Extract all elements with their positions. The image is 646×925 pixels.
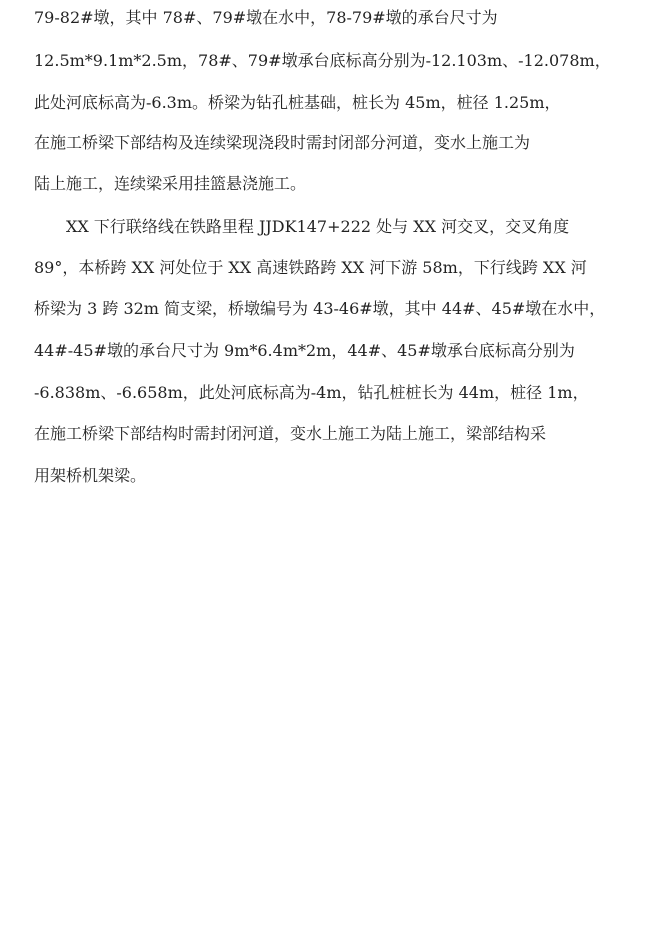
paragraph-2-line-4: 44#-45#墩的承台尺寸为 9m*6.4m*2m，44#、45#墩承台底标高分别为 bbox=[34, 341, 575, 360]
paragraph-2-line-7: 用架桥机架梁。 bbox=[34, 466, 147, 485]
paragraph-1-line-3: 此处河底标高为-6.3m。桥梁为钻孔桩基础，桩长为 45m，桩径 1.25m， bbox=[34, 93, 561, 112]
paragraph-2-line-1: XX 下行联络线在铁路里程 JJDK147+222 处与 XX 河交叉，交叉角度 bbox=[66, 217, 570, 236]
paragraph-2-line-3: 桥梁为 3 跨 32m 简支梁，桥墩编号为 43-46#墩，其中 44#、45#墩在水中， bbox=[34, 299, 606, 318]
paragraph-1-line-5: 陆上施工，连续梁采用挂篮悬浇施工。 bbox=[34, 174, 307, 193]
paragraph-2-line-5: -6.838m、-6.658m，此处河底标高为-4m，钻孔桩桩长为 44m，桩径 1m， bbox=[34, 383, 589, 402]
paragraph-1-line-4: 在施工桥梁下部结构及连续梁现浇段时需封闭部分河道，变水上施工为 bbox=[34, 133, 531, 152]
paragraph-2-line-6: 在施工桥梁下部结构时需封闭河道，变水上施工为陆上施工，梁部结构采 bbox=[34, 424, 547, 443]
paragraph-1-line-2: 12.5m*9.1m*2.5m，78#、79#墩承台底标高分别为-12.103m、-12.078m， bbox=[34, 51, 611, 70]
paragraph-1-line-1: 79-82#墩，其中 78#、79#墩在水中，78-79#墩的承台尺寸为 bbox=[34, 8, 498, 27]
paragraph-2-line-2: 89°，本桥跨 XX 河处位于 XX 高速铁路跨 XX 河下游 58m，下行线跨 XX 河 bbox=[34, 258, 587, 277]
